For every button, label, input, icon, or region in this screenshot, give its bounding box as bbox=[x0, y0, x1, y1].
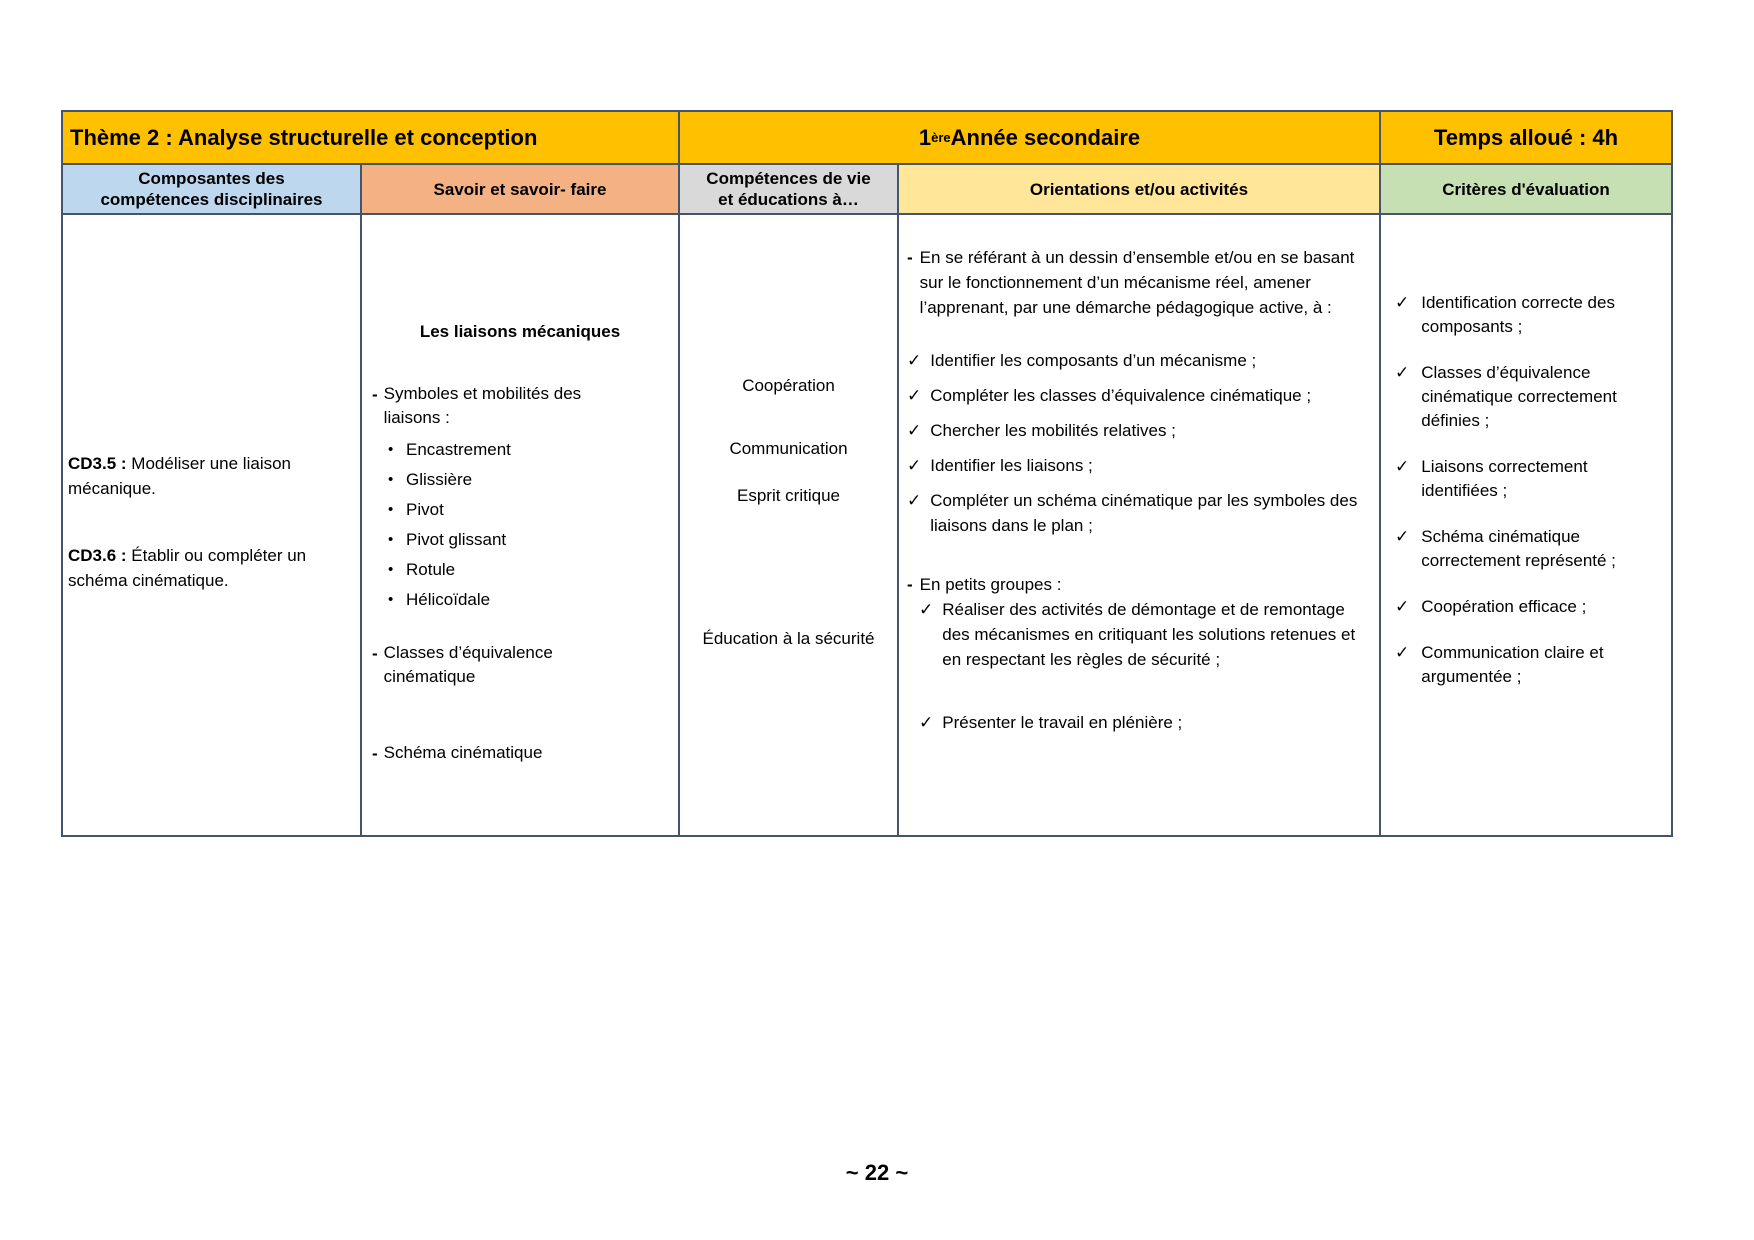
header-savoir-label: Savoir et savoir- faire bbox=[433, 179, 607, 199]
cell-criteres bbox=[1381, 215, 1673, 837]
liaison-encastrement: Encastrement bbox=[406, 440, 511, 459]
year-rest: Année secondaire bbox=[950, 124, 1141, 150]
orientations-intro bbox=[907, 245, 1373, 320]
theme-title-cell bbox=[63, 112, 680, 165]
dash-icon: - bbox=[907, 248, 913, 267]
check-icon: ✓ bbox=[907, 386, 922, 405]
competence-cd35 bbox=[68, 451, 356, 501]
curriculum-table bbox=[61, 110, 1673, 837]
dash-icon: - bbox=[372, 644, 378, 663]
liaison-rotule: Rotule bbox=[406, 560, 456, 579]
critere-check-text: Schéma cinématique correctement représenté ; bbox=[1421, 527, 1616, 570]
list-item bbox=[388, 438, 674, 461]
list-item bbox=[388, 558, 674, 581]
bullet-icon: • bbox=[388, 531, 394, 548]
year-superscript: ère bbox=[931, 130, 951, 145]
year-cell bbox=[680, 112, 1381, 165]
list-item bbox=[388, 498, 674, 521]
header-orientations-label: Orientations et/ou activités bbox=[1029, 179, 1249, 199]
bullet-icon: • bbox=[388, 501, 394, 518]
check-icon: ✓ bbox=[907, 421, 922, 440]
orientation-check-text: Identifier les composants d’un mécanisme ; bbox=[930, 351, 1257, 370]
check-icon: ✓ bbox=[919, 600, 934, 619]
orientation-check bbox=[907, 453, 1373, 478]
critere-check-text: Identification correcte des composants ; bbox=[1421, 293, 1615, 336]
header-composantes bbox=[63, 165, 362, 215]
cell-savoir bbox=[362, 215, 680, 837]
bullet-icon: • bbox=[388, 561, 394, 578]
dash-icon: - bbox=[372, 385, 378, 404]
critere-check-text: Coopération efficace ; bbox=[1421, 597, 1587, 616]
competence-cd35-text: Modéliser une liaison mécanique. bbox=[68, 454, 291, 498]
savoir-item-symboles-text: Symboles et mobilités des liaisons : bbox=[383, 384, 582, 427]
savoir-item-schema-text: Schéma cinématique bbox=[383, 743, 543, 762]
theme-title: Thème 2 : Analyse structurelle et conception bbox=[70, 124, 538, 150]
check-icon: ✓ bbox=[1395, 597, 1410, 616]
orientation-check bbox=[907, 418, 1373, 443]
savoir-item-symboles bbox=[372, 382, 674, 430]
check-icon: ✓ bbox=[1395, 643, 1410, 662]
critere-check-text: Classes d’équivalence cinématique correctement définies ; bbox=[1421, 363, 1617, 430]
page-number: ~ 22 ~ bbox=[845, 1160, 909, 1185]
orientation-check-text: Compléter les classes d’équivalence cinématique ; bbox=[930, 386, 1312, 405]
header-savoir bbox=[362, 165, 680, 215]
savoir-title: Les liaisons mécaniques bbox=[419, 322, 621, 341]
orientation-check bbox=[907, 348, 1373, 373]
liaisons-bullet-list bbox=[372, 438, 674, 611]
year-base: 1 bbox=[918, 124, 932, 150]
competence-cd36 bbox=[68, 543, 356, 593]
critere-check-text: Communication claire et argumentée ; bbox=[1421, 643, 1604, 686]
orientation-check-text: Identifier les liaisons ; bbox=[930, 456, 1093, 475]
orientations-group-intro-text: En petits groupes : bbox=[919, 575, 1062, 594]
competence-cd36-code: CD3.6 : bbox=[68, 546, 127, 565]
orientation-check bbox=[907, 383, 1373, 408]
orientation-group-check-text: Présenter le travail en plénière ; bbox=[942, 713, 1183, 732]
orientation-check-text: Chercher les mobilités relatives ; bbox=[930, 421, 1176, 440]
bullet-icon: • bbox=[388, 471, 394, 488]
vie-esprit-critique: Esprit critique bbox=[737, 486, 840, 505]
critere-check bbox=[1395, 361, 1667, 433]
check-icon: ✓ bbox=[919, 713, 934, 732]
dash-icon: - bbox=[907, 575, 913, 594]
liaison-glissiere: Glissière bbox=[406, 470, 473, 489]
dash-icon: - bbox=[372, 744, 378, 763]
header-criteres bbox=[1381, 165, 1673, 215]
liaison-pivot-glissant: Pivot glissant bbox=[406, 530, 507, 549]
vie-communication: Communication bbox=[729, 439, 848, 458]
cell-competences-vie bbox=[680, 215, 899, 837]
liaison-helicoidale: Hélicoïdale bbox=[406, 590, 491, 609]
vie-cooperation: Coopération bbox=[742, 376, 835, 395]
check-icon: ✓ bbox=[907, 456, 922, 475]
cell-orientations bbox=[899, 215, 1381, 837]
orientation-check-text: Compléter un schéma cinématique par les symboles des liaisons dans le plan ; bbox=[930, 491, 1358, 535]
critere-check bbox=[1395, 595, 1667, 619]
list-item bbox=[388, 468, 674, 491]
competence-cd35-code: CD3.5 : bbox=[68, 454, 127, 473]
liaison-pivot: Pivot bbox=[406, 500, 444, 519]
header-competences-vie-line1: Compétences de vie bbox=[706, 169, 871, 188]
time-allocated: Temps alloué : 4h bbox=[1433, 124, 1619, 150]
check-icon: ✓ bbox=[1395, 527, 1410, 546]
savoir-item-classes bbox=[372, 641, 674, 689]
savoir-item-classes-text: Classes d’équivalence cinématique bbox=[383, 643, 553, 686]
header-orientations bbox=[899, 165, 1381, 215]
orientation-group-check-text: Réaliser des activités de démontage et de remontage des mécanismes en critiquant les solutions retenues et en respectant les règles de sécurité ; bbox=[942, 600, 1356, 669]
bullet-icon: • bbox=[388, 441, 394, 458]
header-competences-vie-line2: et éducations à… bbox=[718, 190, 859, 209]
orientation-check bbox=[907, 488, 1373, 538]
competence-cd36-text: Établir ou compléter un schéma cinématique. bbox=[68, 546, 307, 590]
orientations-intro-text: En se référant à un dessin d’ensemble et/ou en se basant sur le fonctionnement d’un mécanisme réel, amener l’apprenant, par une démarche pédagogique active, à : bbox=[919, 248, 1355, 317]
list-item bbox=[388, 528, 674, 551]
check-icon: ✓ bbox=[1395, 363, 1410, 382]
orientation-group-check bbox=[919, 710, 1373, 735]
bullet-icon: • bbox=[388, 591, 394, 608]
header-criteres-label: Critères d'évaluation bbox=[1442, 179, 1610, 199]
orientations-group-intro bbox=[907, 572, 1373, 597]
savoir-item-schema bbox=[372, 741, 674, 766]
check-icon: ✓ bbox=[1395, 293, 1410, 312]
critere-check bbox=[1395, 525, 1667, 573]
header-competences-vie bbox=[680, 165, 899, 215]
orientation-group-check bbox=[919, 597, 1373, 672]
check-icon: ✓ bbox=[907, 351, 922, 370]
time-allocated-cell bbox=[1381, 112, 1673, 165]
check-icon: ✓ bbox=[907, 491, 922, 510]
critere-check-text: Liaisons correctement identifiées ; bbox=[1421, 457, 1588, 500]
critere-check bbox=[1395, 641, 1667, 689]
header-composantes-line2: compétences disciplinaires bbox=[100, 190, 323, 209]
check-icon: ✓ bbox=[1395, 457, 1410, 476]
header-composantes-line1: Composantes des bbox=[138, 169, 285, 188]
list-item bbox=[388, 588, 674, 611]
critere-check bbox=[1395, 455, 1667, 503]
critere-check bbox=[1395, 291, 1667, 339]
vie-education-securite: Éducation à la sécurité bbox=[702, 629, 875, 648]
cell-composantes bbox=[63, 215, 362, 837]
